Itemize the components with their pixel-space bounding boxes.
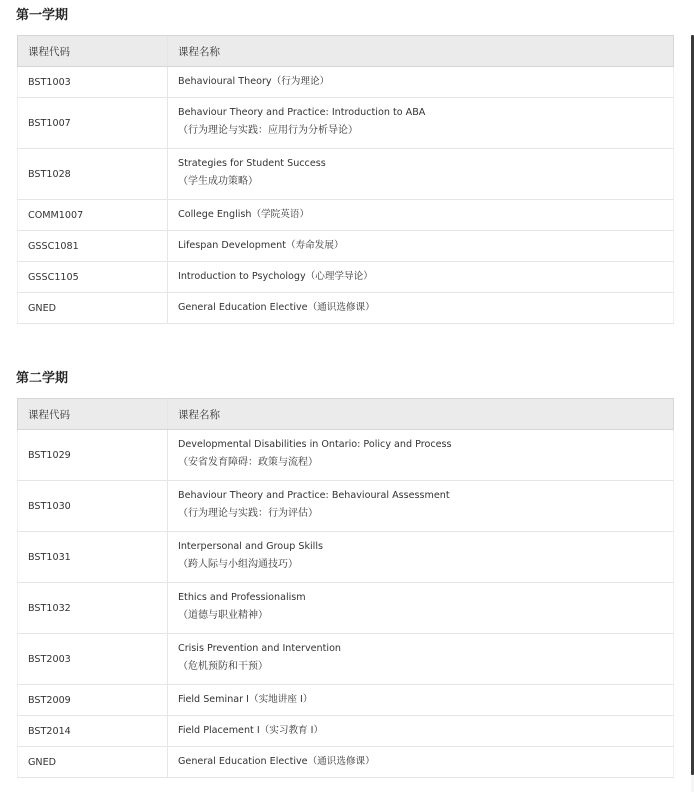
course-name-cn: （道德与职业精神） (178, 610, 268, 621)
course-code: COMM1007 (18, 200, 168, 231)
table-row (18, 685, 674, 716)
course-name-cn: （行为理论与实践：应用行为分析导论） (178, 125, 358, 136)
course-code: GNED (18, 293, 168, 324)
semester-1-title: 第一学期 (16, 8, 69, 23)
course-name (168, 685, 674, 716)
course-code: BST2014 (18, 716, 168, 747)
course-code: BST1003 (18, 67, 168, 98)
course-name (168, 532, 674, 583)
course-name (168, 149, 674, 200)
course-code: BST2009 (18, 685, 168, 716)
course-name-en: Ethics and Professionalism (178, 592, 306, 603)
table-row (18, 67, 674, 98)
course-code: GNED (18, 747, 168, 778)
table-row (18, 583, 674, 634)
table-row (18, 98, 674, 149)
course-name-text: Behavioural Theory（行为理论） (178, 76, 330, 87)
header-course-code: 课程代码 (18, 399, 168, 430)
semester-2-table (17, 398, 674, 778)
table-row (18, 149, 674, 200)
course-name-en: Behaviour Theory and Practice: Behavioural Assessment (178, 490, 450, 501)
course-code: BST1028 (18, 149, 168, 200)
course-name-text: General Education Elective（通识选修课） (178, 756, 375, 767)
table-row (18, 200, 674, 231)
course-name-text: Introduction to Psychology（心理学导论） (178, 271, 373, 282)
course-name-cn: （学生成功策略） (178, 176, 258, 187)
header-course-code: 课程代码 (18, 36, 168, 67)
course-code: BST1032 (18, 583, 168, 634)
header-course-name: 课程名称 (168, 399, 674, 430)
table-row (18, 430, 674, 481)
course-name-cn: （危机预防和干预） (178, 661, 268, 672)
course-name (168, 747, 674, 778)
table-header-row (18, 36, 674, 67)
course-name (168, 293, 674, 324)
course-code: BST1007 (18, 98, 168, 149)
course-name-text: College English（学院英语） (178, 209, 310, 220)
course-name-text: General Education Elective（通识选修课） (178, 302, 375, 313)
course-name-en: Interpersonal and Group Skills (178, 541, 323, 552)
table-header-row (18, 399, 674, 430)
course-name-en: Crisis Prevention and Intervention (178, 643, 342, 654)
table-row (18, 634, 674, 685)
course-name-cn: （安省发育障碍：政策与流程） (178, 457, 318, 468)
course-name-en: Behaviour Theory and Practice: Introduction to ABA (178, 107, 426, 118)
table-row (18, 747, 674, 778)
course-code: GSSC1081 (18, 231, 168, 262)
course-name-text: Lifespan Development（寿命发展） (178, 240, 344, 251)
course-name (168, 98, 674, 149)
table-row (18, 716, 674, 747)
course-name (168, 262, 674, 293)
course-code: BST1031 (18, 532, 168, 583)
course-code: BST1029 (18, 430, 168, 481)
course-code: BST2003 (18, 634, 168, 685)
table-row (18, 262, 674, 293)
course-name (168, 67, 674, 98)
course-name-text: Field Placement I（实习教育 I） (178, 725, 324, 736)
table-row (18, 293, 674, 324)
course-name (168, 716, 674, 747)
course-name (168, 231, 674, 262)
table-row (18, 532, 674, 583)
course-name (168, 430, 674, 481)
course-name-cn: （跨人际与小组沟通技巧） (178, 559, 298, 570)
course-code: GSSC1105 (18, 262, 168, 293)
header-course-name: 课程名称 (168, 36, 674, 67)
course-name (168, 481, 674, 532)
course-name-en: Strategies for Student Success (178, 158, 326, 169)
course-code: BST1030 (18, 481, 168, 532)
course-name-cn: （行为理论与实践：行为评估） (178, 508, 318, 519)
course-name (168, 583, 674, 634)
table-row (18, 231, 674, 262)
course-name (168, 634, 674, 685)
semester-1-table (17, 35, 674, 324)
course-name (168, 200, 674, 231)
semester-2-title: 第二学期 (16, 371, 69, 386)
course-name-text: Field Seminar I（实地讲座 I） (178, 694, 313, 705)
course-name-en: Developmental Disabilities in Ontario: Policy and Process (178, 439, 452, 450)
table-row (18, 481, 674, 532)
